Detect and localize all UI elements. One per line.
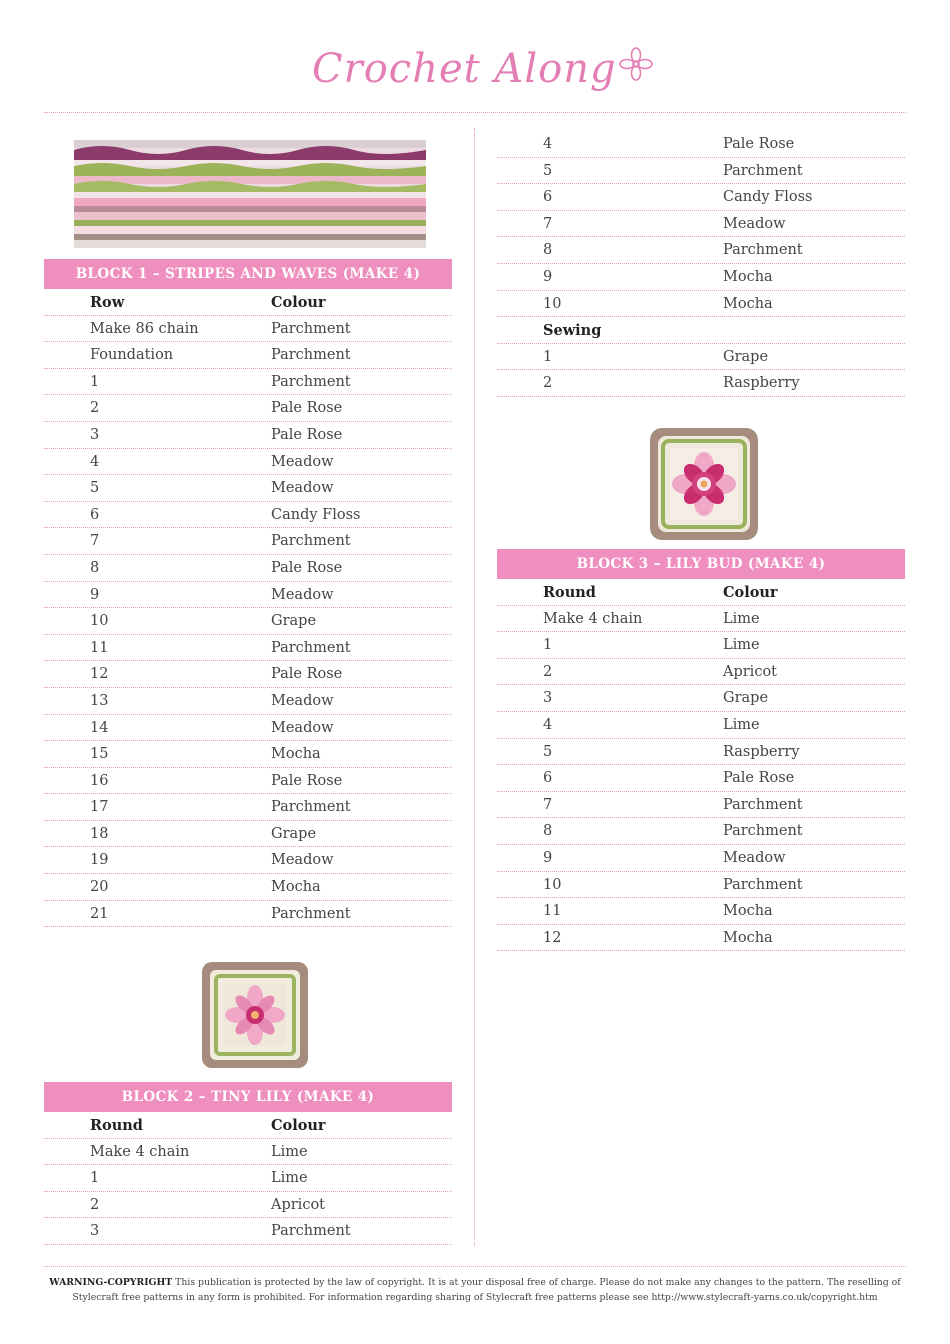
table-row bbox=[497, 739, 905, 766]
table-row bbox=[44, 741, 452, 768]
row-label: 8 bbox=[543, 823, 553, 840]
column-header-colour: Colour bbox=[271, 294, 326, 311]
row-label: 3 bbox=[90, 1223, 100, 1240]
table-row bbox=[497, 872, 905, 899]
block2-continued-table bbox=[497, 131, 905, 397]
row-colour: Apricot bbox=[271, 1196, 325, 1213]
table-row bbox=[44, 528, 452, 555]
table-row bbox=[44, 768, 452, 795]
row-label: 19 bbox=[90, 852, 109, 869]
table-row bbox=[497, 158, 905, 185]
block2-table bbox=[44, 1112, 452, 1245]
table-row bbox=[497, 792, 905, 819]
row-label: 7 bbox=[543, 215, 553, 232]
row-label: 9 bbox=[543, 268, 553, 285]
table-header-row bbox=[44, 1112, 452, 1139]
row-label: 11 bbox=[543, 903, 562, 920]
row-colour: Parchment bbox=[271, 373, 351, 390]
row-colour: Parchment bbox=[271, 533, 351, 550]
block3-heading: BLOCK 3 – LILY BUD (MAKE 4) bbox=[497, 549, 905, 579]
sewing-label: Sewing bbox=[543, 322, 602, 340]
table-row bbox=[497, 344, 905, 371]
table-row bbox=[497, 925, 905, 952]
row-colour: Grape bbox=[723, 348, 769, 365]
row-label: 6 bbox=[90, 506, 100, 523]
row-colour: Grape bbox=[271, 613, 317, 630]
row-label: 6 bbox=[543, 189, 553, 206]
table-row bbox=[44, 1218, 452, 1245]
row-label: 5 bbox=[90, 480, 100, 497]
row-colour: Meadow bbox=[271, 453, 334, 470]
table-row bbox=[44, 342, 452, 369]
table-row bbox=[497, 131, 905, 158]
table-row bbox=[44, 874, 452, 901]
table-header-row bbox=[497, 579, 905, 606]
footer-divider bbox=[44, 1266, 906, 1267]
row-colour: Pale Rose bbox=[271, 400, 343, 417]
row-label: 7 bbox=[90, 533, 100, 550]
logo-title: Crochet Along bbox=[312, 46, 617, 92]
crochet-along-logo bbox=[312, 40, 662, 112]
table-row bbox=[497, 898, 905, 925]
row-label: 4 bbox=[543, 716, 553, 733]
row-label: 7 bbox=[543, 796, 553, 813]
table-row bbox=[497, 685, 905, 712]
table-row bbox=[44, 475, 452, 502]
table-row bbox=[497, 184, 905, 211]
row-label: 1 bbox=[90, 1170, 100, 1187]
row-label: 2 bbox=[90, 1196, 100, 1213]
row-colour: Pale Rose bbox=[271, 666, 343, 683]
table-row bbox=[44, 1192, 452, 1219]
row-colour: Lime bbox=[723, 716, 760, 733]
row-colour: Meadow bbox=[271, 586, 334, 603]
row-label: 12 bbox=[90, 666, 109, 683]
row-colour: Meadow bbox=[723, 849, 786, 866]
row-label: 3 bbox=[90, 426, 100, 443]
column-header-round: Round bbox=[90, 1117, 143, 1134]
row-label: 4 bbox=[90, 453, 100, 470]
block2-heading: BLOCK 2 – TINY LILY (MAKE 4) bbox=[44, 1082, 452, 1112]
row-colour: Parchment bbox=[723, 242, 803, 259]
table-header-row bbox=[44, 289, 452, 316]
table-row bbox=[497, 211, 905, 238]
column-header-row: Row bbox=[90, 294, 125, 311]
row-colour: Parchment bbox=[723, 823, 803, 840]
table-row bbox=[497, 264, 905, 291]
block2-photo bbox=[200, 960, 310, 1070]
table-row bbox=[44, 608, 452, 635]
row-label: 16 bbox=[90, 772, 109, 789]
row-colour: Lime bbox=[723, 637, 760, 654]
row-label: 2 bbox=[543, 663, 553, 680]
row-label: 8 bbox=[90, 559, 100, 576]
row-colour: Lime bbox=[271, 1143, 308, 1160]
row-colour: Lime bbox=[271, 1170, 308, 1187]
table-row bbox=[44, 901, 452, 928]
table-row bbox=[44, 555, 452, 582]
table-row bbox=[44, 369, 452, 396]
row-colour: Mocha bbox=[723, 903, 773, 920]
row-colour: Meadow bbox=[271, 719, 334, 736]
copyright-text: This publication is protected by the law of copyright. It is at your disposal free of charge. Please do not make any changes to the pattern. The reselling of Stylecraft free patterns in any form is prohibited. For information regarding sharing of Stylecraft free patterns please see http://www.stylecraft-yarns.co.uk/copyright.htm bbox=[72, 1277, 901, 1303]
table-row bbox=[497, 845, 905, 872]
table-row bbox=[497, 606, 905, 633]
row-colour: Parchment bbox=[271, 799, 351, 816]
table-row bbox=[44, 1165, 452, 1192]
table-row bbox=[44, 395, 452, 422]
row-colour: Mocha bbox=[723, 268, 773, 285]
table-row bbox=[497, 370, 905, 397]
block1-photo bbox=[72, 136, 428, 252]
table-row bbox=[44, 715, 452, 742]
row-colour: Pale Rose bbox=[271, 559, 343, 576]
row-colour: Mocha bbox=[271, 746, 321, 763]
block3-table bbox=[497, 579, 905, 951]
row-colour: Grape bbox=[723, 690, 769, 707]
row-colour: Raspberry bbox=[723, 743, 800, 760]
row-label: 11 bbox=[90, 639, 109, 656]
row-colour: Pale Rose bbox=[723, 136, 795, 152]
header-divider bbox=[44, 112, 906, 113]
row-colour: Lime bbox=[723, 610, 760, 627]
row-label: 18 bbox=[90, 825, 109, 842]
row-label: 5 bbox=[543, 162, 553, 179]
table-row bbox=[497, 659, 905, 686]
row-colour: Parchment bbox=[271, 320, 351, 337]
row-label: 15 bbox=[90, 746, 109, 763]
table-row bbox=[497, 237, 905, 264]
row-colour: Parchment bbox=[271, 1223, 351, 1240]
row-label: 10 bbox=[543, 876, 562, 893]
row-label: 6 bbox=[543, 770, 553, 787]
row-colour: Parchment bbox=[723, 796, 803, 813]
table-row bbox=[44, 449, 452, 476]
table-row bbox=[44, 847, 452, 874]
row-colour: Grape bbox=[271, 825, 317, 842]
sewing-subheading-row bbox=[497, 317, 905, 344]
row-colour: Candy Floss bbox=[271, 506, 361, 523]
column-header-colour: Colour bbox=[723, 584, 778, 601]
table-row bbox=[497, 712, 905, 739]
table-row bbox=[497, 765, 905, 792]
row-label: 13 bbox=[90, 692, 109, 709]
row-label: 4 bbox=[543, 136, 553, 152]
table-row bbox=[44, 794, 452, 821]
row-label: 2 bbox=[90, 400, 100, 417]
table-row bbox=[497, 632, 905, 659]
table-row bbox=[44, 821, 452, 848]
row-label: 10 bbox=[90, 613, 109, 630]
table-row bbox=[44, 502, 452, 529]
row-label: 5 bbox=[543, 743, 553, 760]
row-label: 8 bbox=[543, 242, 553, 259]
row-label: 1 bbox=[90, 373, 100, 390]
table-row bbox=[44, 688, 452, 715]
row-label: 2 bbox=[543, 375, 553, 392]
row-colour: Mocha bbox=[271, 879, 321, 896]
row-colour: Candy Floss bbox=[723, 189, 813, 206]
row-label: Foundation bbox=[90, 347, 174, 364]
row-label: 12 bbox=[543, 929, 562, 946]
copyright-notice bbox=[44, 1275, 906, 1305]
column-header-colour: Colour bbox=[271, 1117, 326, 1134]
row-label: 3 bbox=[543, 690, 553, 707]
row-colour: Parchment bbox=[271, 639, 351, 656]
table-row bbox=[44, 582, 452, 609]
block1-heading: BLOCK 1 – STRIPES AND WAVES (MAKE 4) bbox=[44, 259, 452, 289]
table-row bbox=[497, 818, 905, 845]
row-colour: Parchment bbox=[723, 162, 803, 179]
column-divider bbox=[474, 128, 475, 1246]
row-colour: Pale Rose bbox=[723, 770, 795, 787]
row-label: 9 bbox=[543, 849, 553, 866]
row-colour: Mocha bbox=[723, 295, 773, 312]
row-label: 14 bbox=[90, 719, 109, 736]
row-label: Make 4 chain bbox=[543, 610, 643, 627]
table-row bbox=[44, 635, 452, 662]
table-row bbox=[44, 661, 452, 688]
block3-photo bbox=[648, 426, 760, 542]
row-colour: Parchment bbox=[271, 347, 351, 364]
row-label: Make 4 chain bbox=[90, 1143, 190, 1160]
table-row bbox=[44, 1139, 452, 1166]
flower-icon bbox=[618, 46, 654, 82]
row-colour: Pale Rose bbox=[271, 772, 343, 789]
row-label: 10 bbox=[543, 295, 562, 312]
row-colour: Parchment bbox=[723, 876, 803, 893]
column-header-round: Round bbox=[543, 584, 596, 601]
row-label: 9 bbox=[90, 586, 100, 603]
row-colour: Mocha bbox=[723, 929, 773, 946]
row-colour: Meadow bbox=[271, 852, 334, 869]
row-colour: Meadow bbox=[271, 692, 334, 709]
row-label: 1 bbox=[543, 348, 553, 365]
row-colour: Meadow bbox=[271, 480, 334, 497]
row-label: 21 bbox=[90, 905, 109, 922]
table-row bbox=[44, 422, 452, 449]
table-row bbox=[497, 291, 905, 318]
warning-label: WARNING-COPYRIGHT bbox=[49, 1277, 173, 1288]
row-colour: Apricot bbox=[723, 663, 777, 680]
row-colour: Raspberry bbox=[723, 375, 800, 392]
block1-table bbox=[44, 289, 452, 927]
row-colour: Meadow bbox=[723, 215, 786, 232]
row-colour: Parchment bbox=[271, 905, 351, 922]
row-label: 17 bbox=[90, 799, 109, 816]
row-label: Make 86 chain bbox=[90, 320, 199, 337]
row-label: 1 bbox=[543, 637, 553, 654]
table-row bbox=[44, 316, 452, 343]
row-label: 20 bbox=[90, 879, 109, 896]
row-colour: Pale Rose bbox=[271, 426, 343, 443]
